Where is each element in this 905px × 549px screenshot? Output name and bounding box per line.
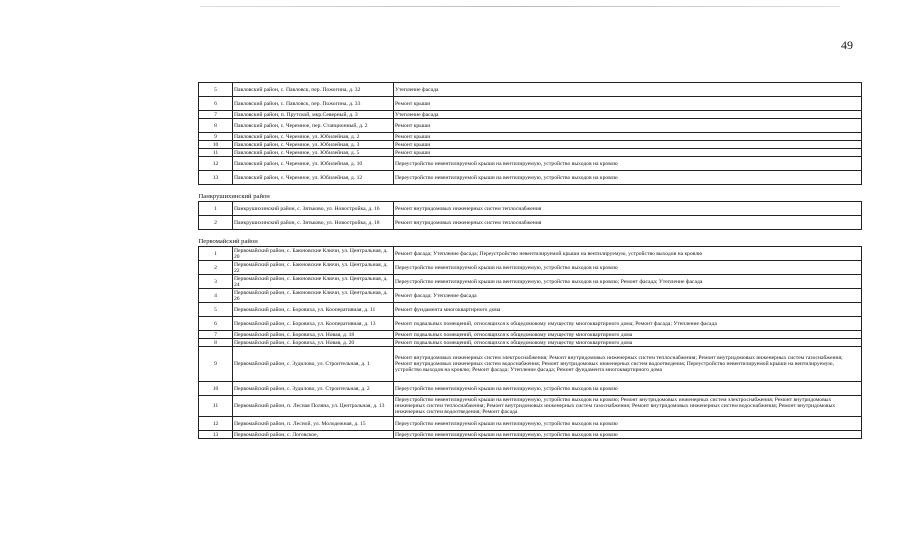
work-type-cell: Ремонт внутридомовых инженерных систем теплоснабжения (394, 216, 862, 230)
table-row (199, 261, 862, 275)
work-type-cell: Переустройство невентилируемой крыши на вентилируемую, устройство выходов на кровлю; Ремонт фасада; Утепление фасада (394, 275, 862, 289)
table-row (199, 339, 862, 347)
address-cell: Панкрушихинский район, с. Зятьково, ул. Новостройка, д. 18 (233, 216, 394, 230)
row-number-cell: 12 (199, 417, 233, 431)
work-type-cell: Переустройство невентилируемой крыши на вентилируемую, устройство выходов на кровлю (394, 171, 862, 185)
row-number-cell: 6 (199, 97, 233, 111)
address-cell: Первомайский район, с. Зудилово, ул. Строительная, д. 2 (233, 382, 394, 396)
table-row (199, 347, 862, 382)
page-number: 49 (841, 38, 853, 52)
work-type-cell: Ремонт подвальных помещений, относящихся к общедомовому имуществу многоквартирного дома (394, 331, 862, 339)
section-title: Первомайский район (198, 238, 258, 245)
work-type-cell: Ремонт крыши (394, 133, 862, 141)
table-row (199, 247, 862, 261)
section-title: Панкрушихинский район (198, 193, 270, 200)
table-row (199, 202, 862, 216)
table-row (199, 317, 862, 331)
row-number-cell: 7 (199, 111, 233, 119)
row-number-cell: 2 (199, 261, 233, 275)
row-number-cell: 13 (199, 431, 233, 439)
row-number-cell: 10 (199, 141, 233, 149)
table-row (199, 83, 862, 97)
table-row (199, 97, 862, 111)
scan-top-edge (200, 6, 840, 7)
table-row (199, 171, 862, 185)
address-cell: Первомайский район, с. Боровиха, ул. Кооперативная, д. 13 (233, 317, 394, 331)
row-number-cell: 8 (199, 119, 233, 133)
section-header-row (199, 230, 862, 247)
address-cell: Первомайский район, п. Лесная Поляна, ул. Центральная, д. 13 (233, 396, 394, 417)
row-number-cell: 9 (199, 133, 233, 141)
address-cell: Панкрушихинский район, с. Зятьково, ул. Новостройка, д. 16 (233, 202, 394, 216)
address-cell: Первомайский район, с. Баюновские Ключи, ул. Центральная, д. 22 (233, 261, 394, 275)
table-row (199, 382, 862, 396)
work-type-cell: Ремонт внутридомовых инженерных систем электроснабжения; Ремонт внутридомовых инженерных систем теплоснабжения; Ремонт внутридомовых инженерных систем газоснабжения; Ремонт внутридомовых инженерных систем водоснабжения; Ремонт внутридомовых инженерных систем водоотведения; Переустройство невентилируемой крыши на вентилируемую, устройство выходов на кровлю; Ремонт фасада; Утепление фасада; Ремонт фундамента многоквартирного дома (394, 347, 862, 382)
row-number-cell: 11 (199, 149, 233, 157)
work-type-cell: Утепление фасада (394, 83, 862, 97)
row-number-cell: 5 (199, 303, 233, 317)
row-number-cell: 10 (199, 382, 233, 396)
address-cell: Первомайский район, с. Баюновские Ключи, ул. Центральная, д. 24 (233, 275, 394, 289)
work-type-cell: Переустройство невентилируемой крыши на вентилируемую, устройство выходов на кровлю (394, 431, 862, 439)
repair-program-table (198, 82, 862, 439)
work-type-cell: Переустройство невентилируемой крыши на вентилируемую, устройство выходов на кровлю (394, 417, 862, 431)
work-type-cell: Ремонт фундамента многоквартирного дома (394, 303, 862, 317)
work-type-cell: Переустройство невентилируемой крыши на вентилируемую, устройство выходов на кровлю (394, 382, 862, 396)
address-cell: Павловский район, с. Черемное, ул. Юбилейная, д. 12 (233, 171, 394, 185)
table-row (199, 289, 862, 303)
section-header-row (199, 185, 862, 202)
row-number-cell: 1 (199, 247, 233, 261)
table-row (199, 216, 862, 230)
address-cell: Павловский район, п. Прутской, мкр.Северный, д. 3 (233, 111, 394, 119)
row-number-cell: 6 (199, 317, 233, 331)
row-number-cell: 9 (199, 347, 233, 382)
address-cell: Первомайский район, с. Логовское, (233, 431, 394, 439)
table-row (199, 303, 862, 317)
work-type-cell: Ремонт крыши (394, 97, 862, 111)
address-cell: Павловский район, с. Черемное, ул. Юбилейная, д. 10 (233, 157, 394, 171)
work-type-cell: Ремонт внутридомовых инженерных систем теплоснабжения (394, 202, 862, 216)
document-table-container (198, 82, 862, 439)
table-row (199, 396, 862, 417)
row-number-cell: 8 (199, 339, 233, 347)
row-number-cell: 11 (199, 396, 233, 417)
row-number-cell: 4 (199, 289, 233, 303)
row-number-cell: 7 (199, 331, 233, 339)
table-row (199, 133, 862, 141)
address-cell: Первомайский район, с. Баюновские Ключи, ул. Центральная, д. 20 (233, 247, 394, 261)
work-type-cell: Ремонт фасада; Утепление фасада (394, 289, 862, 303)
work-type-cell: Переустройство невентилируемой крыши на вентилируемую, устройство выходов на кровлю; Ремонт внутридомовых инженерных систем электроснабжения; Ремонт внутридомовых инженерных систем теплоснабжения; Ремонт внутридомовых инженерных систем газоснабжения; Ремонт внутридомовых инженерных систем водоснабжения; Ремонт внутридомовых инженерных систем водоотведения; Ремонт фасада (394, 396, 862, 417)
row-number-cell: 2 (199, 216, 233, 230)
address-cell: Павловский район, с. Черемное, пер. Станционный, д. 2 (233, 119, 394, 133)
address-cell: Павловский район, с. Черемное, ул. Юбилейная, д. 2 (233, 133, 394, 141)
address-cell: Павловский район, с. Павловск, пер. Пожогина, д. 33 (233, 97, 394, 111)
row-number-cell: 5 (199, 83, 233, 97)
table-row (199, 141, 862, 149)
row-number-cell: 3 (199, 275, 233, 289)
table-row (199, 111, 862, 119)
table-row (199, 275, 862, 289)
row-number-cell: 13 (199, 171, 233, 185)
table-body (199, 83, 862, 439)
row-number-cell: 12 (199, 157, 233, 171)
work-type-cell: Утепление фасада (394, 111, 862, 119)
table-row (199, 149, 862, 157)
address-cell: Первомайский район, с. Боровиха, ул. Новая, д. 20 (233, 339, 394, 347)
address-cell: Павловский район, с. Павловск, пер. Пожогина, д. 32 (233, 83, 394, 97)
address-cell: Первомайский район, с. Боровиха, ул. Кооперативная, д. 11 (233, 303, 394, 317)
work-type-cell: Ремонт крыши (394, 141, 862, 149)
address-cell: Первомайский район, с. Зудилово, ул. Строительная, д. 1 (233, 347, 394, 382)
table-row (199, 119, 862, 133)
work-type-cell: Ремонт фасада; Утепление фасада; Переустройство невентилируемой крыши на вентилируемую, устройство выходов на кровлю (394, 247, 862, 261)
work-type-cell: Ремонт крыши (394, 149, 862, 157)
table-row (199, 417, 862, 431)
work-type-cell: Ремонт подвальных помещений, относящихся к общедомовому имуществу многоквартирного дома (394, 339, 862, 347)
work-type-cell: Переустройство невентилируемой крыши на вентилируемую, устройство выходов на кровлю (394, 261, 862, 275)
address-cell: Павловский район, с. Черемное, ул. Юбилейная, д. 5 (233, 149, 394, 157)
row-number-cell: 1 (199, 202, 233, 216)
work-type-cell: Ремонт подвальных помещений, относящихся к общедомовому имуществу многоквартирного дома; Ремонт фасада; Утепление фасада (394, 317, 862, 331)
work-type-cell: Переустройство невентилируемой крыши на вентилируемую, устройство выходов на кровлю (394, 157, 862, 171)
address-cell: Первомайский район, п. Лесной, ул. Молодежная, д. 15 (233, 417, 394, 431)
address-cell: Павловский район, с. Черемное, ул. Юбилейная, д. 3 (233, 141, 394, 149)
table-row (199, 157, 862, 171)
table-row (199, 331, 862, 339)
table-row (199, 431, 862, 439)
address-cell: Первомайский район, с. Баюновские Ключи, ул. Центральная, д. 26 (233, 289, 394, 303)
address-cell: Первомайский район, с. Боровиха, ул. Новая, д. 18 (233, 331, 394, 339)
work-type-cell: Ремонт крыши (394, 119, 862, 133)
